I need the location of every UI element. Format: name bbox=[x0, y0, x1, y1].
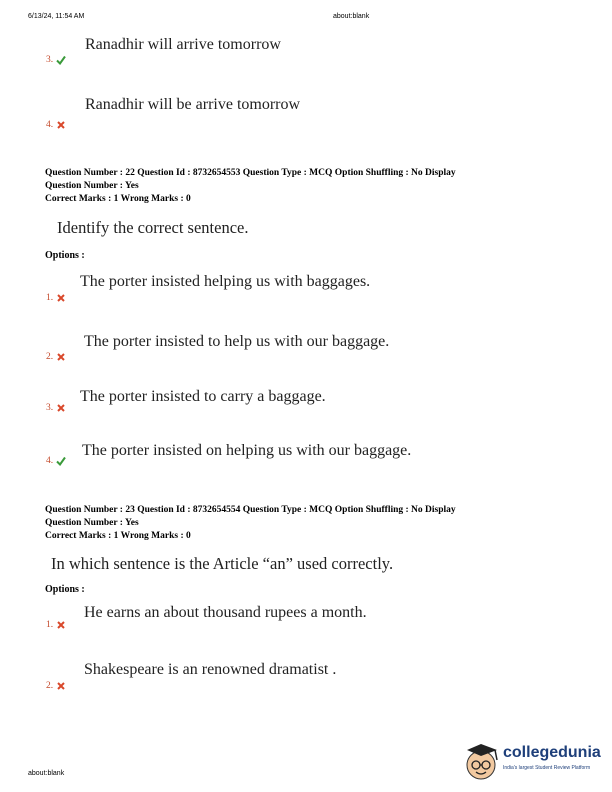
mascot-icon bbox=[463, 740, 503, 786]
option-text: The porter insisted on helping us with our baggage. bbox=[82, 442, 412, 459]
option-number-label: 4. bbox=[46, 120, 54, 130]
option-number bbox=[46, 120, 66, 130]
cross-icon bbox=[56, 293, 66, 303]
option-number-label: 2. bbox=[46, 352, 54, 362]
print-footer-url: about:blank bbox=[28, 770, 65, 777]
question-meta-line: Question Number : Yes bbox=[45, 181, 139, 191]
options-label: Options : bbox=[45, 584, 85, 595]
print-page-url: about:blank bbox=[333, 13, 370, 20]
option-number bbox=[46, 55, 66, 65]
question-text: Identify the correct sentence. bbox=[57, 218, 249, 237]
option-number bbox=[46, 456, 66, 466]
logo-wordmark: collegedunia bbox=[503, 744, 601, 761]
option-number bbox=[46, 681, 66, 691]
option-number-label: 3. bbox=[46, 55, 54, 65]
question-meta-line: Question Number : 23 Question Id : 8732654554 Question Type : MCQ Option Shuffling : No Display bbox=[45, 505, 456, 515]
option-number-label: 1. bbox=[46, 620, 54, 630]
question-marks: Correct Marks : 1 Wrong Marks : 0 bbox=[45, 531, 191, 541]
option-number bbox=[46, 352, 66, 362]
option-text: Shakespeare is an renowned dramatist . bbox=[84, 661, 337, 678]
option-number bbox=[46, 403, 66, 413]
question-meta bbox=[45, 167, 456, 206]
option-text: The porter insisted to help us with our baggage. bbox=[84, 333, 390, 350]
cross-icon bbox=[56, 403, 66, 413]
question-meta-line: Question Number : 22 Question Id : 8732654553 Question Type : MCQ Option Shuffling : No Display bbox=[45, 168, 456, 178]
question-meta bbox=[45, 504, 456, 543]
print-datetime: 6/13/24, 11:54 AM bbox=[28, 13, 85, 20]
option-number-label: 3. bbox=[46, 403, 54, 413]
option-text: Ranadhir will arrive tomorrow bbox=[85, 36, 281, 53]
question-text: In which sentence is the Article “an” used correctly. bbox=[51, 554, 394, 573]
option-number bbox=[46, 620, 66, 630]
logo-tagline: India's largest Student Review Platform bbox=[503, 765, 591, 771]
options-label: Options : bbox=[45, 250, 85, 261]
cross-icon bbox=[56, 620, 66, 630]
cross-icon bbox=[56, 681, 66, 691]
option-text: The porter insisted to carry a baggage. bbox=[80, 388, 326, 405]
option-text: He earns an about thousand rupees a month. bbox=[84, 604, 367, 621]
check-icon bbox=[56, 456, 66, 466]
option-number bbox=[46, 293, 66, 303]
option-text: The porter insisted helping us with baggages. bbox=[80, 273, 371, 290]
option-number-label: 2. bbox=[46, 681, 54, 691]
collegedunia-logo bbox=[463, 740, 612, 788]
cross-icon bbox=[56, 352, 66, 362]
cross-icon bbox=[56, 120, 66, 130]
check-icon bbox=[56, 55, 66, 65]
option-number-label: 4. bbox=[46, 456, 54, 466]
question-meta-line: Question Number : Yes bbox=[45, 518, 139, 528]
option-text: Ranadhir will be arrive tomorrow bbox=[85, 96, 301, 113]
option-number-label: 1. bbox=[46, 293, 54, 303]
question-marks: Correct Marks : 1 Wrong Marks : 0 bbox=[45, 194, 191, 204]
